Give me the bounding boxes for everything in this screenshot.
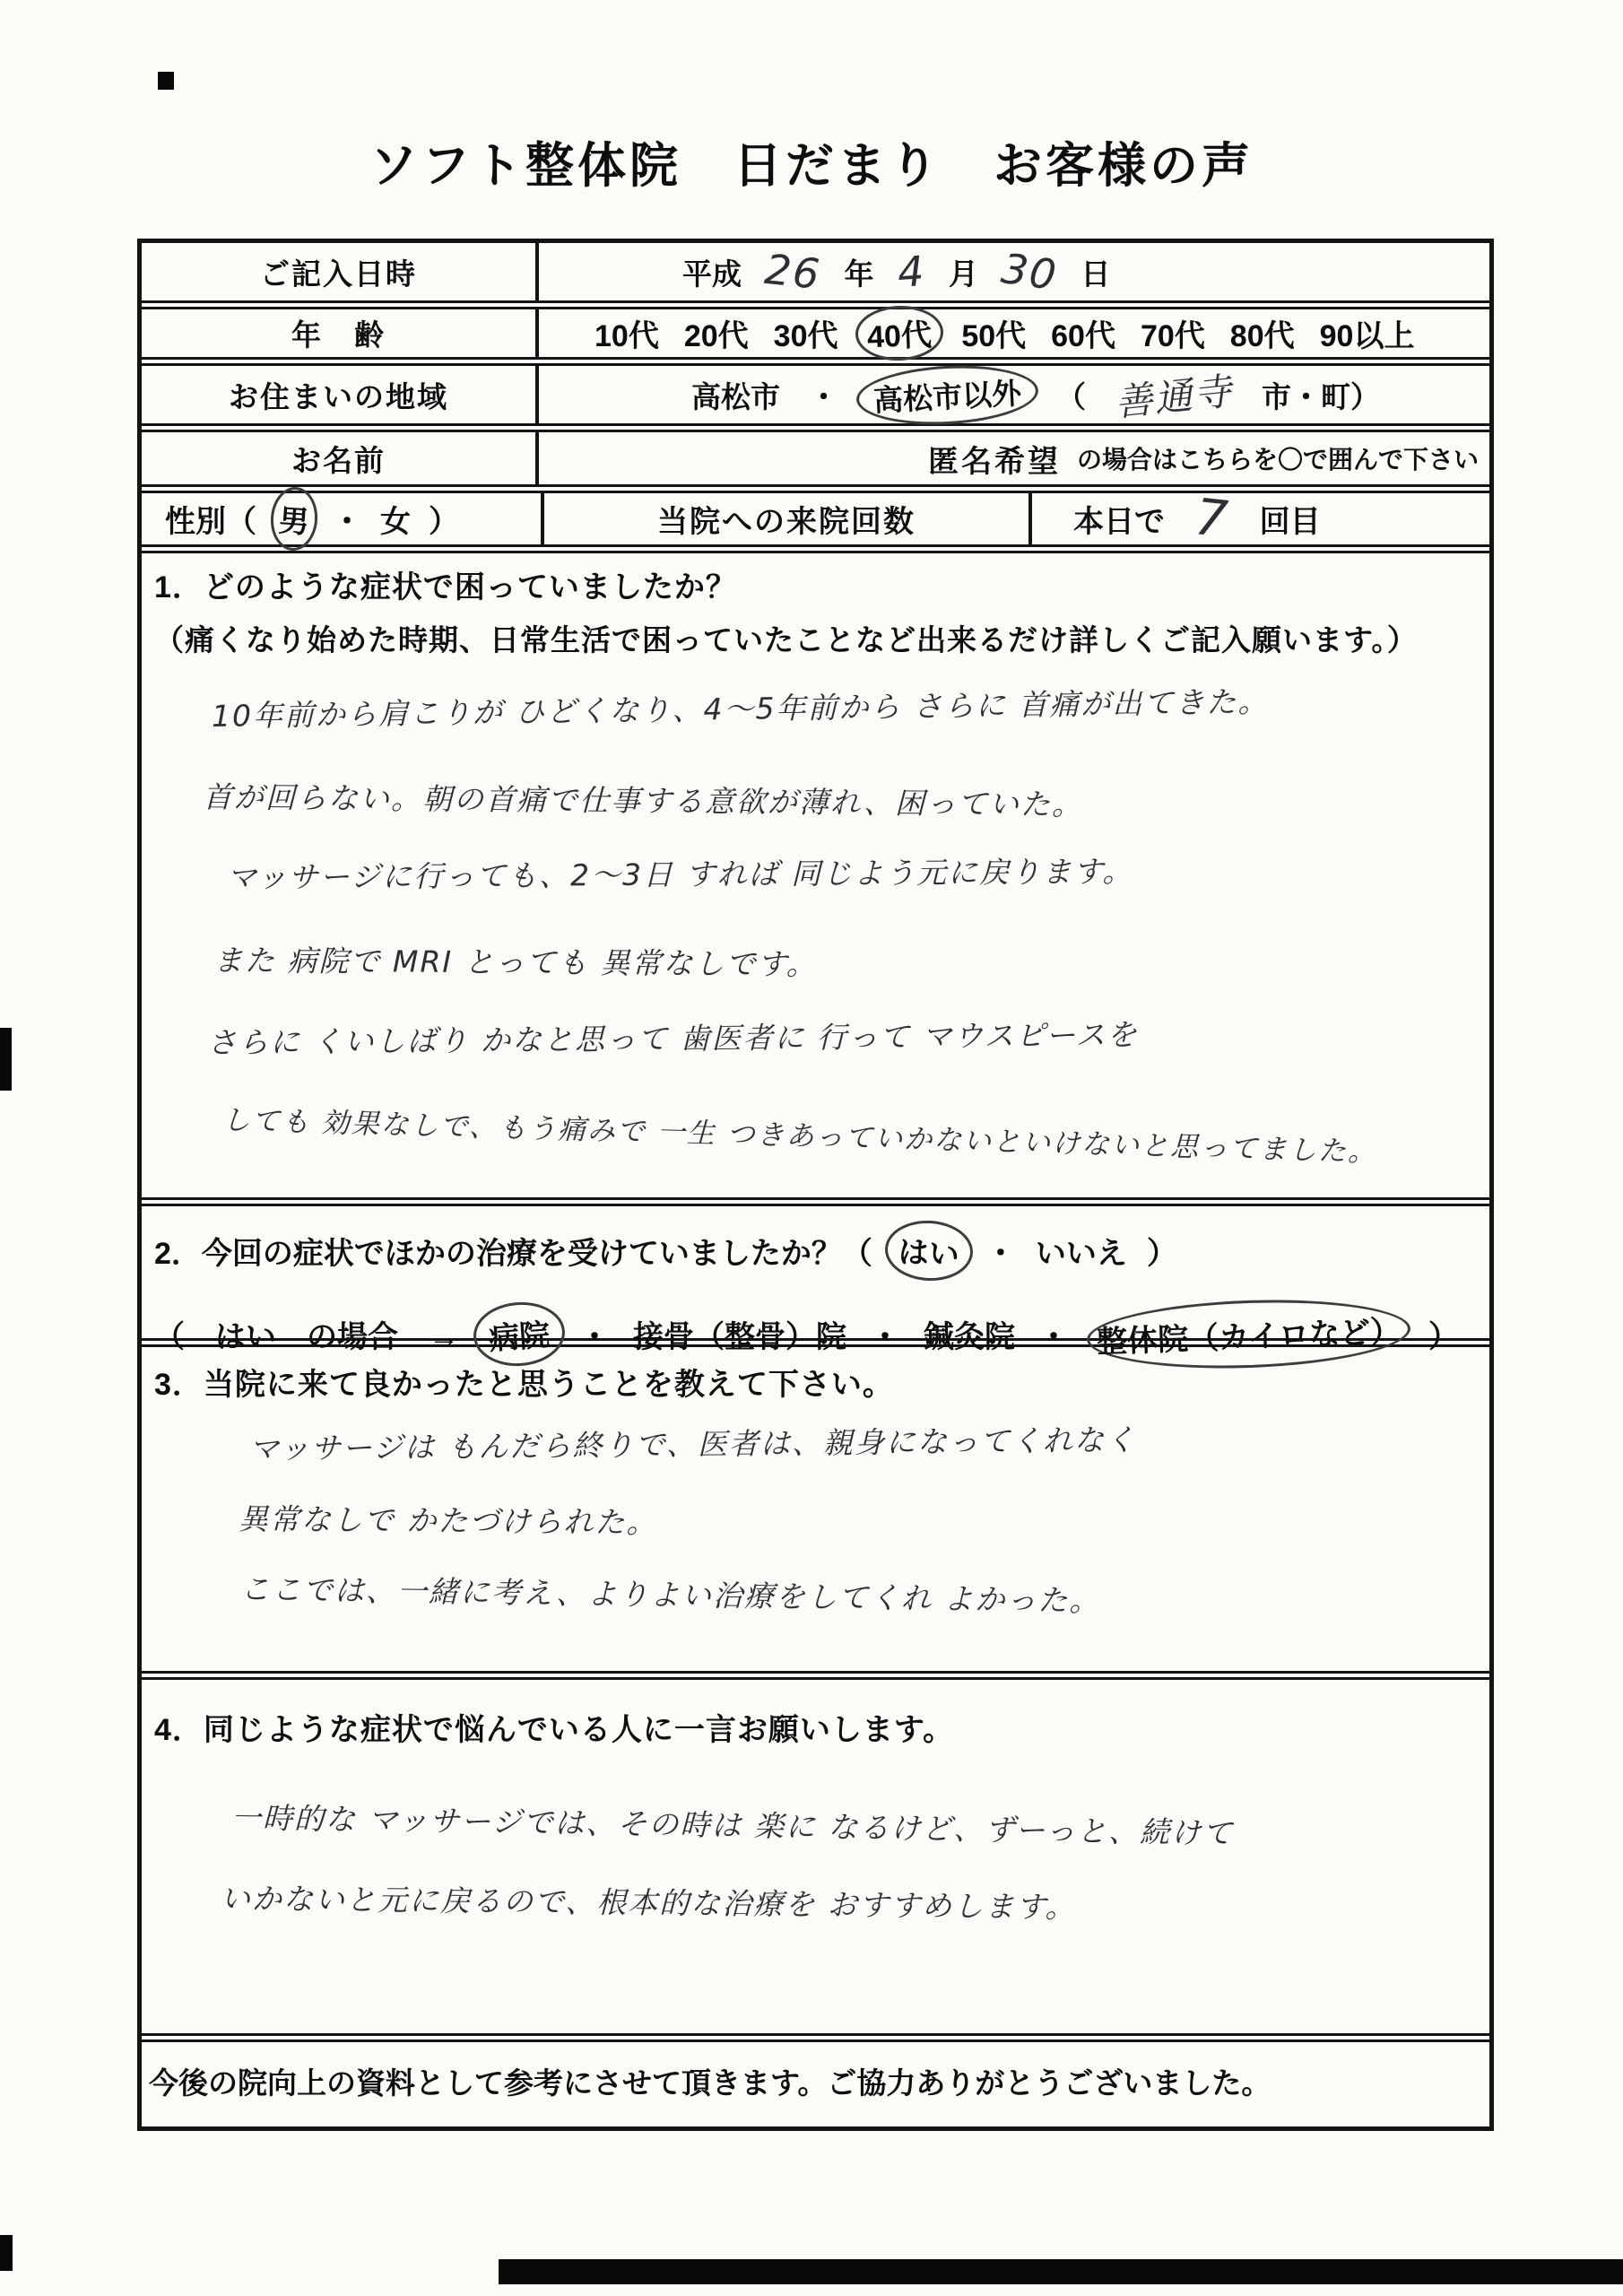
visits-label: 当院への来院回数 (544, 493, 1032, 544)
date-value (539, 243, 1489, 300)
q2-option-acupuncture: 鍼灸院 (924, 1320, 1015, 1354)
q4-answer-line: 一時的な マッサージでは、その時は 楽に なるけど、ずーっと、続けて (230, 1800, 1235, 1851)
scan-artifact (158, 72, 174, 90)
row-date (142, 243, 1489, 309)
q3-answer-line: 異常なしで かたづけられた。 (238, 1501, 658, 1541)
age-label: 年 齢 (142, 309, 539, 357)
age-option: 50代 (961, 319, 1027, 353)
gender-male-selected: 男 (269, 485, 320, 552)
q2-line2-suffix: ） (1428, 1320, 1459, 1354)
name-value (539, 432, 1489, 484)
q1-answer-line: また 病院で MRI とっても 異常なしです。 (213, 943, 818, 982)
footer-row (142, 2042, 1489, 2135)
form-table (137, 239, 1494, 2131)
section-q4 (142, 1680, 1489, 2042)
era-label: 平成 (682, 257, 742, 291)
region-option-other-selected: 高松市以外 (855, 361, 1039, 429)
q1-note: （痛くなり始めた時期、日常生活で困っていたことなど出来るだけ詳しくご記入願います。） (154, 623, 1418, 657)
gender-field (142, 493, 544, 544)
region-separator: ・ (809, 379, 838, 413)
section-q2 (142, 1206, 1489, 1360)
q2-no: いいえ (1035, 1237, 1127, 1271)
scan-artifact (0, 1028, 12, 1091)
gender-separator: ・ (332, 505, 362, 539)
visits-today-prefix: 本日で (1073, 505, 1165, 539)
q1-answer-line: さらに くいしばり かなと思って 歯医者に 行って マウスピースを (206, 1016, 1139, 1060)
anonymous-note: の場合はこちらを〇で囲んで下さい (1076, 446, 1479, 474)
q4-heading: 4．同じような症状で悩んでいる人に一言お願いします。 (154, 1713, 955, 1747)
age-option: 80代 (1229, 319, 1295, 353)
age-option: 60代 (1051, 319, 1115, 353)
section-q1 (142, 553, 1489, 1206)
region-label: お住まいの地域 (142, 366, 539, 423)
age-option: 70代 (1140, 319, 1205, 353)
q2-yes-selected: はい (883, 1218, 974, 1283)
q2-question: 2．今回の症状でほかの治療を受けていましたか？（ (154, 1237, 872, 1271)
age-option-selected: 40代 (855, 304, 944, 361)
gender-prefix: 性別（ (165, 505, 256, 539)
region-paren-open: （ (1056, 379, 1086, 413)
row-region (142, 366, 1489, 432)
visits-count-unit: 回目 (1259, 505, 1321, 539)
month-handwritten: 4 (895, 246, 927, 298)
q2-separator: ・ (1038, 1320, 1069, 1354)
anonymous-label: 匿名希望 (927, 444, 1061, 479)
footer-text: 今後の院向上の資料として参考にさせて頂きます。ご協力ありがとうございました。 (149, 2066, 1271, 2100)
q3-answer-line: マッサージは もんだら終りで、医者は、親身になってくれなく (248, 1422, 1138, 1466)
age-option: 90以上 (1319, 319, 1415, 353)
q3-heading: 3．当院に来て良かったと思うことを教えて下さい。 (154, 1368, 894, 1402)
day-unit: 日 (1081, 257, 1111, 291)
row-gender-visits (142, 488, 1489, 553)
q4-answer-line: いかないと元に戻るので、根本的な治療を おすすめします。 (220, 1881, 1077, 1925)
age-option: 10代 (595, 319, 659, 353)
region-paren-close: 市・町） (1262, 379, 1381, 413)
gender-female: 女 (380, 505, 411, 539)
visits-count-field (1032, 488, 1489, 550)
name-label: お名前 (142, 432, 539, 484)
region-option-takamatsu: 高松市 (691, 379, 780, 413)
date-label: ご記入日時 (142, 243, 539, 300)
region-city-handwritten: 善通寺 (1113, 369, 1236, 425)
age-option: 20代 (683, 319, 749, 353)
q2-separator: ・ (870, 1320, 900, 1354)
gender-suffix: ） (429, 505, 459, 539)
page-title: ソフト整体院 日だまり お客様の声 (369, 139, 1254, 193)
age-options (539, 309, 1489, 357)
scan-artifact (0, 2235, 13, 2271)
year-handwritten: 26 (762, 244, 824, 300)
q1-answer-line: しても 効果なしで、もう痛みで 一生 つきあっていかないといけないと思ってました。 (221, 1104, 1378, 1169)
q3-answer-line: ここでは、一緒に考え、よりよい治療をしてくれ よかった。 (239, 1571, 1101, 1619)
scan-artifact (499, 2259, 1623, 2284)
section-q3 (142, 1347, 1489, 1680)
q2-separator: ・ (985, 1237, 1016, 1271)
age-option: 30代 (773, 319, 838, 353)
q1-heading: 1．どのような症状で困っていましたか？ (154, 570, 737, 604)
q1-answer-line: 10年前から肩こりが ひどくなり、4〜5年前から さらに 首痛が出てきた。 (211, 683, 1270, 734)
q2-if-yes-prefix: （ はい の場合 → (154, 1320, 459, 1354)
row-age (142, 309, 1489, 366)
day-handwritten: 30 (998, 243, 1061, 300)
q1-answer-line: マッサージに行っても、2〜3日 すれば 同じよう元に戻ります。 (226, 853, 1134, 895)
q2-separator: ・ (579, 1320, 610, 1354)
region-value (539, 366, 1489, 423)
q2-hospital-selected: 病院 (472, 1300, 568, 1370)
year-unit: 年 (844, 257, 874, 291)
q2-option-bonesetter: 接骨（整骨）院 (633, 1320, 846, 1354)
q1-answer-line: 首が回らない。朝の首痛で仕事する意欲が薄れ、困っていた。 (202, 779, 1084, 822)
row-name (142, 432, 1489, 493)
q2-line1 (154, 1221, 1477, 1281)
q2-seitai-selected: 整体院（カイロなど） (1086, 1295, 1411, 1374)
month-unit: 月 (948, 257, 978, 291)
q2-suffix: ） (1146, 1237, 1177, 1271)
visits-count-handwritten: 7 (1192, 488, 1232, 550)
